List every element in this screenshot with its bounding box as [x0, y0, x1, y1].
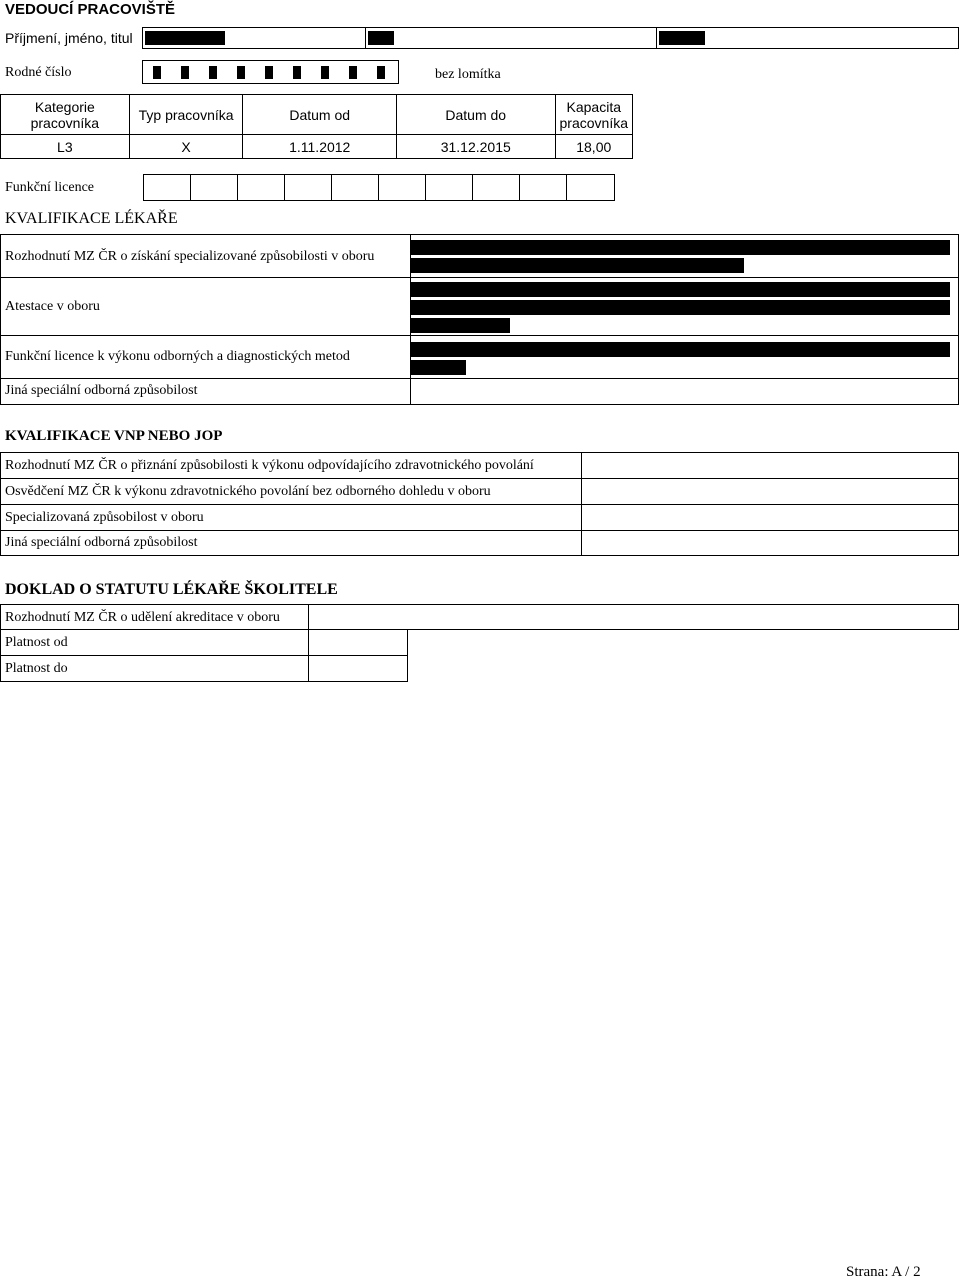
- vnp-qualification-table: [0, 452, 959, 556]
- redacted-digit: [321, 66, 329, 79]
- license-box[interactable]: [237, 174, 285, 201]
- cell-date-to: 31.12.2015: [396, 135, 555, 159]
- name-label: Příjmení, jméno, titul: [5, 30, 133, 46]
- page-number: Strana: A / 2: [846, 1264, 921, 1280]
- license-box[interactable]: [566, 174, 615, 201]
- section-title-workplace: VEDOUCÍ PRACOVIŠTĚ: [5, 1, 176, 18]
- license-box[interactable]: [425, 174, 473, 201]
- row-vnp-competence: Rozhodnutí MZ ČR o přiznání způsobilosti k výkonu odpovídajícího zdravotnického povolání: [5, 458, 534, 473]
- redacted-license: [411, 360, 466, 375]
- birth-number-label: Rodné číslo: [5, 65, 72, 80]
- row-other-competence: Jiná speciální odborná způsobilost: [5, 383, 198, 398]
- license-box[interactable]: [284, 174, 332, 201]
- trainer-validity-table: [0, 629, 408, 682]
- license-box[interactable]: [472, 174, 520, 201]
- redacted-license: [411, 342, 950, 357]
- birth-number-field[interactable]: [142, 60, 399, 84]
- cell-date-from: 1.11.2012: [243, 135, 397, 159]
- header-category: Kategorie pracovníka: [1, 95, 130, 135]
- name-field[interactable]: [142, 27, 959, 49]
- name-field-divider: [365, 27, 657, 49]
- header-type: Typ pracovníka: [129, 95, 243, 135]
- redacted-digit: [265, 66, 273, 79]
- redacted-surname: [145, 31, 225, 45]
- row-specialization: Rozhodnutí MZ ČR o získání specializované způsobilosti v oboru: [5, 249, 375, 264]
- row-vnp-other: Jiná speciální odborná způsobilost: [5, 535, 198, 550]
- license-box[interactable]: [331, 174, 379, 201]
- redacted-digit: [237, 66, 245, 79]
- redacted-attestation: [411, 282, 950, 297]
- row-vnp-specialized: Specializovaná způsobilost v oboru: [5, 510, 204, 525]
- doctor-qualification-table: [0, 234, 959, 405]
- header-capacity: Kapacita pracovníka: [555, 95, 632, 135]
- header-date-to: Datum do: [396, 95, 555, 135]
- license-box[interactable]: [519, 174, 567, 201]
- employment-data-row: [1, 135, 633, 159]
- row-attestation: Atestace v oboru: [5, 299, 100, 314]
- redacted-digit: [377, 66, 385, 79]
- redacted-digit: [153, 66, 161, 79]
- row-vnp-certificate: Osvědčení MZ ČR k výkonu zdravotnického povolání bez odborného dohledu v oboru: [5, 484, 491, 499]
- license-box[interactable]: [190, 174, 238, 201]
- section-title-trainer: DOKLAD O STATUTU LÉKAŘE ŠKOLITELE: [5, 581, 338, 598]
- redacted-digit: [209, 66, 217, 79]
- redacted-title: [659, 31, 705, 45]
- redacted-specialization: [411, 258, 744, 273]
- birth-number-note: bez lomítka: [435, 67, 501, 82]
- row-valid-to: Platnost do: [5, 661, 68, 676]
- employment-table: [0, 94, 633, 159]
- row-accreditation: Rozhodnutí MZ ČR o udělení akreditace v oboru: [5, 610, 280, 625]
- redacted-digit: [293, 66, 301, 79]
- license-box[interactable]: [143, 174, 191, 201]
- license-box[interactable]: [378, 174, 426, 201]
- cell-category: L3: [1, 135, 130, 159]
- redacted-firstname: [368, 31, 394, 45]
- cell-type: X: [129, 135, 243, 159]
- functional-license-label: Funkční licence: [5, 180, 95, 195]
- redacted-digit: [349, 66, 357, 79]
- header-date-from: Datum od: [243, 95, 397, 135]
- employment-header-row: [1, 95, 633, 135]
- row-valid-from: Platnost od: [5, 635, 68, 650]
- redacted-digit: [181, 66, 189, 79]
- cell-capacity: 18,00: [555, 135, 632, 159]
- redacted-specialization: [411, 240, 950, 255]
- trainer-accreditation-row: [0, 604, 959, 630]
- redacted-attestation: [411, 300, 950, 315]
- redacted-attestation: [411, 318, 510, 333]
- row-functional-license: Funkční licence k výkonu odborných a diagnostických metod: [5, 349, 350, 364]
- section-title-vnp: KVALIFIKACE VNP NEBO JOP: [5, 428, 223, 444]
- section-title-doctor: KVALIFIKACE LÉKAŘE: [5, 210, 178, 227]
